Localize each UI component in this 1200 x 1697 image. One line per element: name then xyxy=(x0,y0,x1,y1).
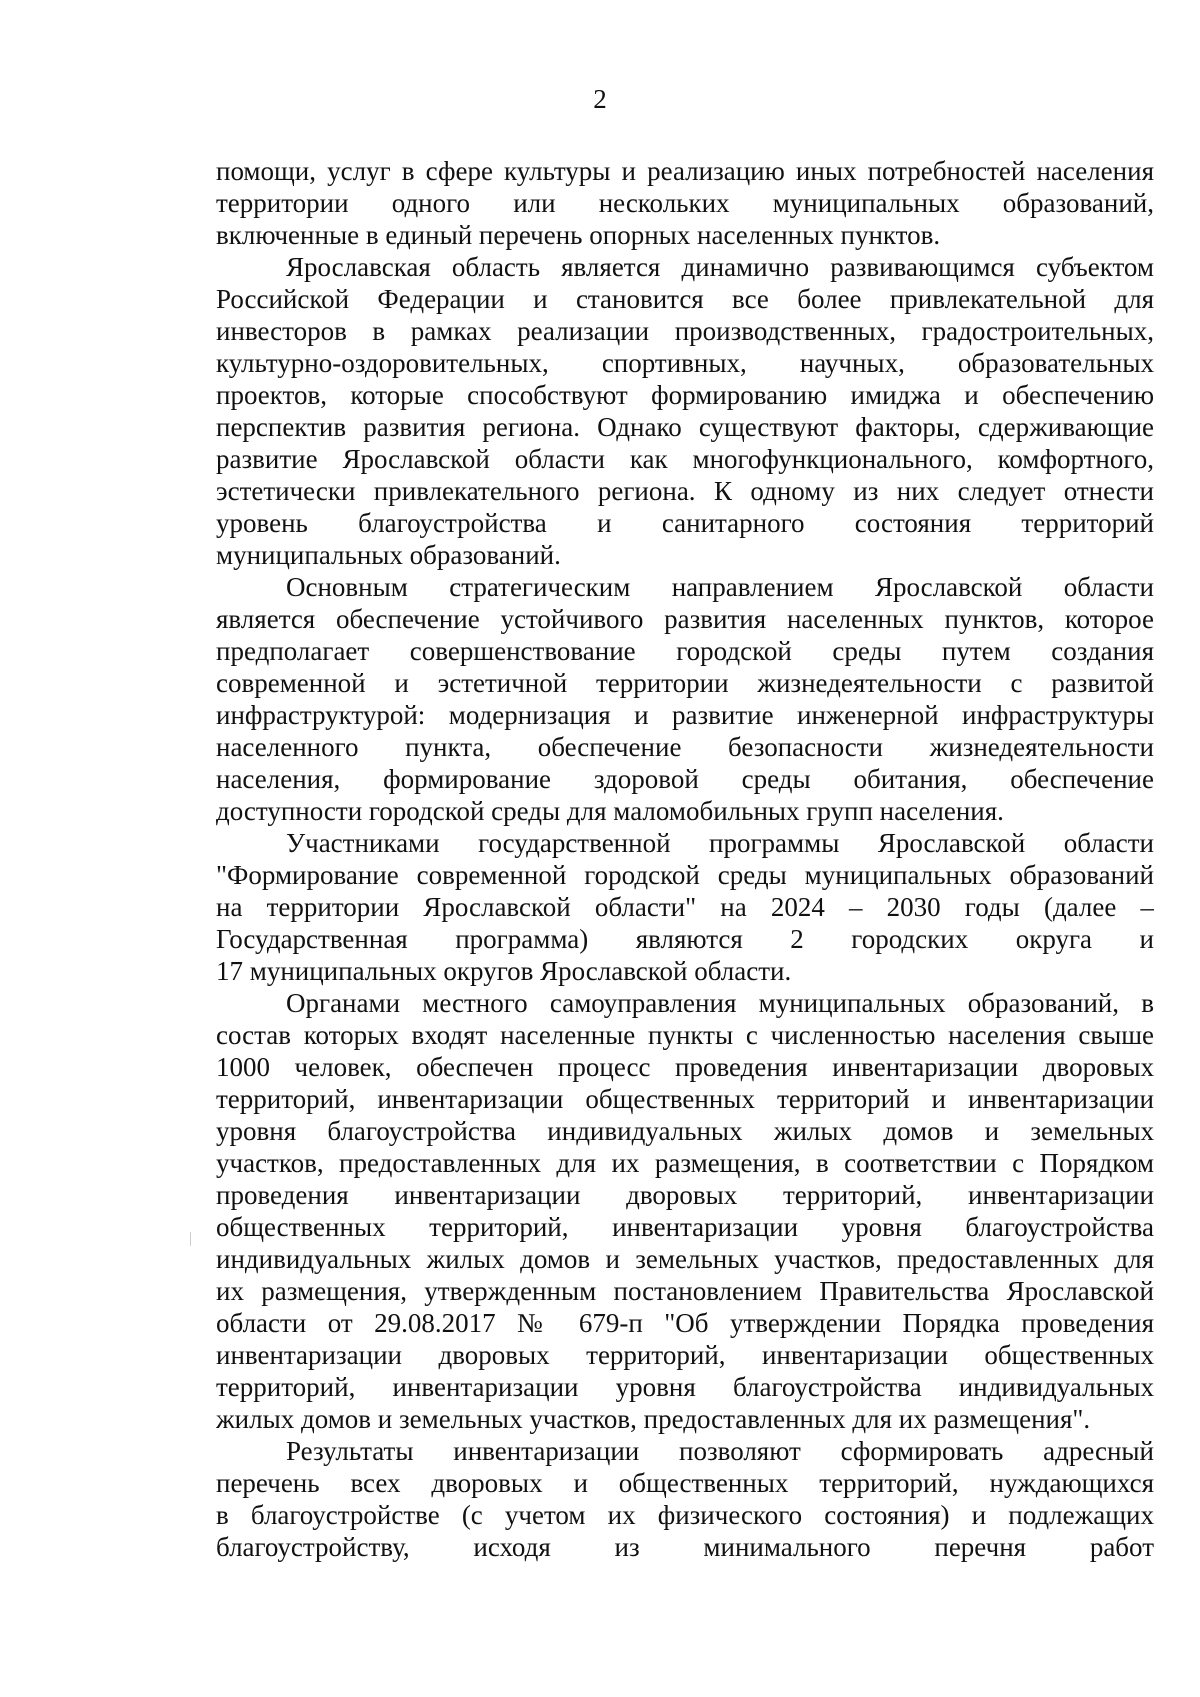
scan-mark xyxy=(190,1232,191,1246)
paragraph xyxy=(216,827,1154,987)
text-line: Ярославская область является динамично развивающимся субъектом xyxy=(286,252,1154,282)
text-line: Российской Федерации и становится все более привлекательной для xyxy=(216,284,1154,314)
text-line: Результаты инвентаризации позволяют сформировать адресный xyxy=(286,1436,1154,1466)
text-line: индивидуальных жилых домов и земельных участков, предоставленных для xyxy=(216,1244,1154,1274)
text-line: Основным стратегическим направлением Ярославской области xyxy=(286,572,1154,602)
text-line: области от 29.08.2017 № 679-п "Об утверждении Порядка проведения xyxy=(216,1308,1154,1338)
text-line: уровня благоустройства индивидуальных жилых домов и земельных xyxy=(216,1116,1154,1146)
text-line: доступности городской среды для маломобильных групп населения. xyxy=(216,796,1004,826)
paragraph xyxy=(216,987,1154,1435)
text-line: эстетически привлекательного региона. К одному из них следует отнести xyxy=(216,476,1154,506)
text-line: является обеспечение устойчивого развития населенных пунктов, которое xyxy=(216,604,1154,634)
text-line: Участниками государственной программы Ярославской области xyxy=(286,828,1154,858)
text-line: территорий, инвентаризации уровня благоустройства индивидуальных xyxy=(216,1372,1154,1402)
paragraph xyxy=(216,155,1154,251)
text-line: культурно-оздоровительных, спортивных, научных, образовательных xyxy=(216,348,1154,378)
text-line: состав которых входят населенные пункты с численностью населения свыше xyxy=(216,1020,1154,1050)
text-line: инвесторов в рамках реализации производственных, градостроительных, xyxy=(216,316,1154,346)
text-line: территорий, инвентаризации общественных территорий и инвентаризации xyxy=(216,1084,1154,1114)
paragraph xyxy=(216,571,1154,827)
text-line: на территории Ярославской области" на 2024 – 2030 годы (далее – xyxy=(216,892,1154,922)
page-number: 2 xyxy=(593,84,607,114)
text-line: общественных территорий, инвентаризации уровня благоустройства xyxy=(216,1212,1154,1242)
text-line: 1000 человек, обеспечен процесс проведения инвентаризации дворовых xyxy=(216,1052,1154,1082)
text-line: населения, формирование здоровой среды обитания, обеспечение xyxy=(216,764,1154,794)
text-line: проектов, которые способствуют формированию имиджа и обеспечению xyxy=(216,380,1154,410)
text-line: территории одного или нескольких муниципальных образований, xyxy=(216,188,1154,218)
text-line: населенного пункта, обеспечение безопасности жизнедеятельности xyxy=(216,732,1154,762)
text-line: их размещения, утвержденным постановлением Правительства Ярославской xyxy=(216,1276,1154,1306)
text-line: Органами местного самоуправления муниципальных образований, в xyxy=(286,988,1154,1018)
text-line: уровень благоустройства и санитарного состояния территорий xyxy=(216,508,1154,538)
text-line: инфраструктурой: модернизация и развитие инженерной инфраструктуры xyxy=(216,700,1154,730)
document-body xyxy=(216,155,1154,1563)
text-line: 17 муниципальных округов Ярославской области. xyxy=(216,956,792,986)
text-line: жилых домов и земельных участков, предоставленных для их размещения". xyxy=(216,1404,1091,1434)
text-line: "Формирование современной городской среды муниципальных образований xyxy=(216,860,1154,890)
text-line: в благоустройстве (с учетом их физического состояния) и подлежащих xyxy=(216,1500,1154,1530)
text-line: развитие Ярославской области как многофункционального, комфортного, xyxy=(216,444,1154,474)
text-line: помощи, услуг в сфере культуры и реализацию иных потребностей населения xyxy=(216,156,1154,186)
text-line: Государственная программа) являются 2 городских округа и xyxy=(216,924,1154,954)
text-line: благоустройству, исходя из минимального перечня работ xyxy=(216,1532,1154,1562)
text-line: перечень всех дворовых и общественных территорий, нуждающихся xyxy=(216,1468,1154,1498)
text-line: участков, предоставленных для их размещения, в соответствии с Порядком xyxy=(216,1148,1154,1178)
text-line: инвентаризации дворовых территорий, инвентаризации общественных xyxy=(216,1340,1154,1370)
text-line: муниципальных образований. xyxy=(216,540,561,570)
text-line: перспектив развития региона. Однако существуют факторы, сдерживающие xyxy=(216,412,1154,442)
text-line: современной и эстетичной территории жизнедеятельности с развитой xyxy=(216,668,1154,698)
text-line: предполагает совершенствование городской среды путем создания xyxy=(216,636,1154,666)
paragraph xyxy=(216,1435,1154,1563)
text-line: включенные в единый перечень опорных населенных пунктов. xyxy=(216,220,941,250)
text-line: проведения инвентаризации дворовых территорий, инвентаризации xyxy=(216,1180,1154,1210)
paragraph xyxy=(216,251,1154,571)
